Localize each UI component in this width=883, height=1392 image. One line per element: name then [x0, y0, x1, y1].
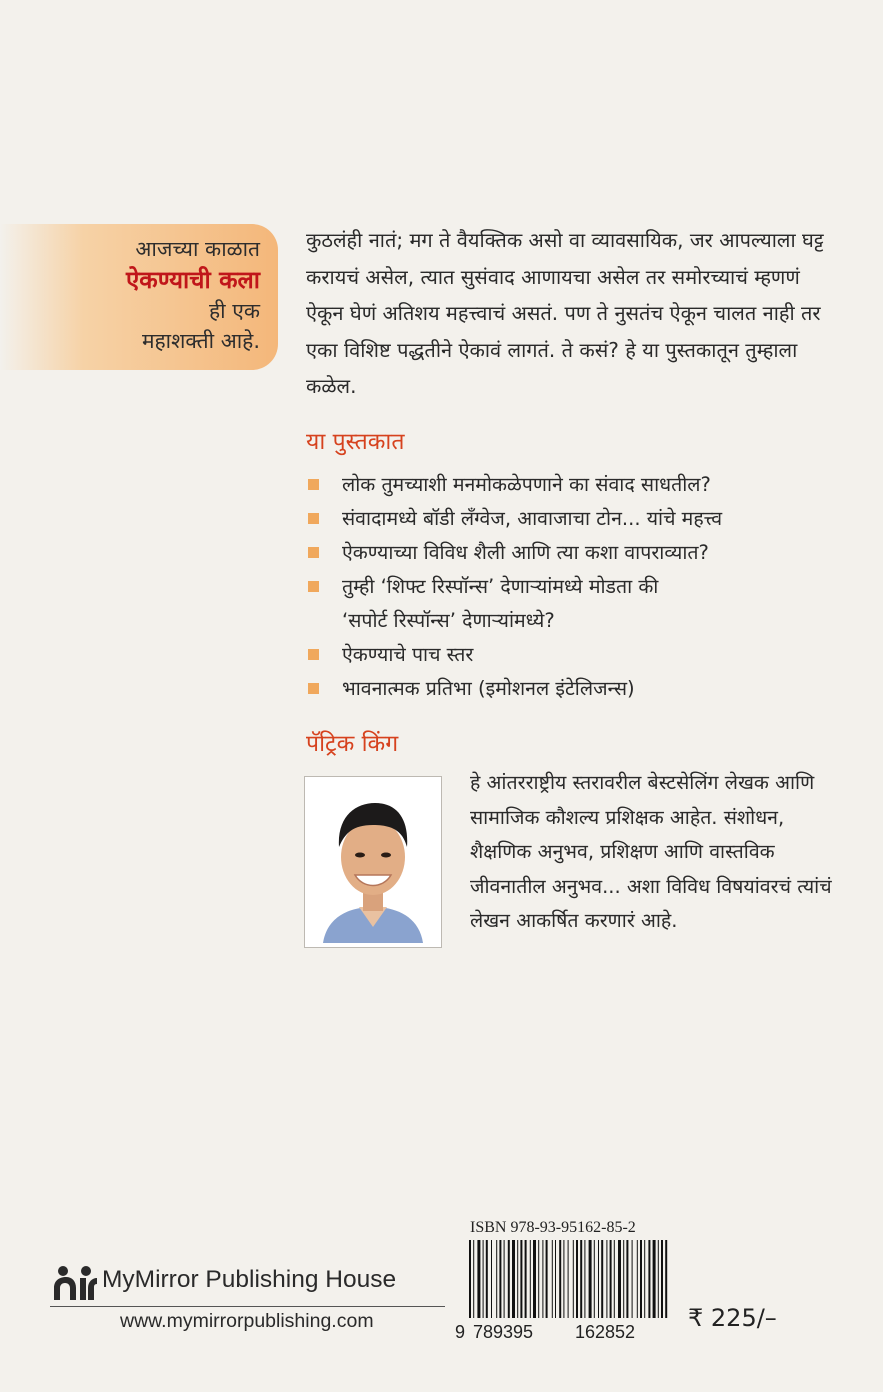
barcode-icon — [455, 1240, 680, 1340]
list-item: संवादामध्ये बॉडी लँग्वेज, आवाजाचा टोन... यांचे महत्त्व — [306, 502, 826, 536]
list-item: ऐकण्याच्या विविध शैली आणि त्या कशा वापराव्यात? — [306, 536, 826, 570]
contents-list — [306, 468, 826, 706]
contents-heading: या पुस्तकात — [306, 429, 405, 455]
publisher-name: MyMirror Publishing House — [102, 1266, 397, 1293]
list-item: तुम्ही ‘शिफ्ट रिस्पॉन्स’ देणाऱ्यांमध्ये मोडता की ‘सपोर्ट रिस्पॉन्स’ देणाऱ्यांमध्ये? — [306, 570, 826, 638]
tagline-highlight: ऐकण्याची कला — [126, 266, 260, 294]
author-portrait-image — [309, 781, 437, 943]
publisher-logo-icon — [50, 1264, 100, 1302]
bullet-icon — [308, 649, 319, 660]
price-label: ₹ 225/– — [688, 1304, 777, 1332]
publisher-website: www.mymirrorpublishing.com — [120, 1310, 374, 1332]
author-photo — [304, 776, 442, 948]
list-item: लोक तुमच्याशी मनमोकळेपणाने का संवाद साधतील? — [306, 468, 826, 502]
list-item: ऐकण्याचे पाच स्तर — [306, 638, 826, 672]
tagline-tab — [0, 224, 278, 370]
barcode-right-digits: 162852 — [575, 1322, 636, 1340]
tagline-line-4: महाशक्ती आहे. — [141, 329, 260, 353]
barcode-first-digit: 9 — [455, 1322, 466, 1340]
barcode-left-digits: 789395 — [473, 1322, 534, 1340]
barcode-bars — [469, 1240, 667, 1318]
tagline-line-1: आजच्या काळात — [135, 237, 260, 261]
tagline-line-3: ही एक — [208, 299, 260, 323]
bullet-icon — [308, 513, 319, 524]
bullet-icon — [308, 479, 319, 490]
isbn-label: ISBN 978-93-95162-85-2 — [470, 1219, 636, 1236]
bullet-icon — [308, 581, 319, 592]
bullet-icon — [308, 683, 319, 694]
intro-paragraph: कुठलंही नातं; मग ते वैयक्तिक असो वा व्यावसायिक, जर आपल्याला घट्ट करायचं असेल, त्यात सुसंवाद आणायचा असेल तर समोरच्याचं म्हणणं ऐकून घेणं अतिशय महत्त्वाचं असतं. पण ते नुसतंच ऐकून चालत नाही तर एका विशिष्ट पद्धतीने ऐकावं लागतं. ते कसं? हे या पुस्तकातून तुम्हाला कळेल. — [306, 228, 824, 398]
list-item: भावनात्मक प्रतिभा (इमोशनल इंटेलिजन्स) — [306, 672, 826, 706]
bullet-icon — [308, 547, 319, 558]
author-bio: हे आंतरराष्ट्रीय स्तरावरील बेस्टसेलिंग लेखक आणि सामाजिक कौशल्य प्रशिक्षक आहेत. संशोधन, शैक्षणिक अनुभव, प्रशिक्षण आणि वास्तविक जीवनातील अनुभव... अशा विविध विषयांवरचं त्यांचं लेखन आकर्षित करणारं आहे. — [470, 771, 832, 932]
author-name-heading: पॅट्रिक किंग — [306, 731, 399, 757]
publisher-block — [50, 1262, 445, 1307]
